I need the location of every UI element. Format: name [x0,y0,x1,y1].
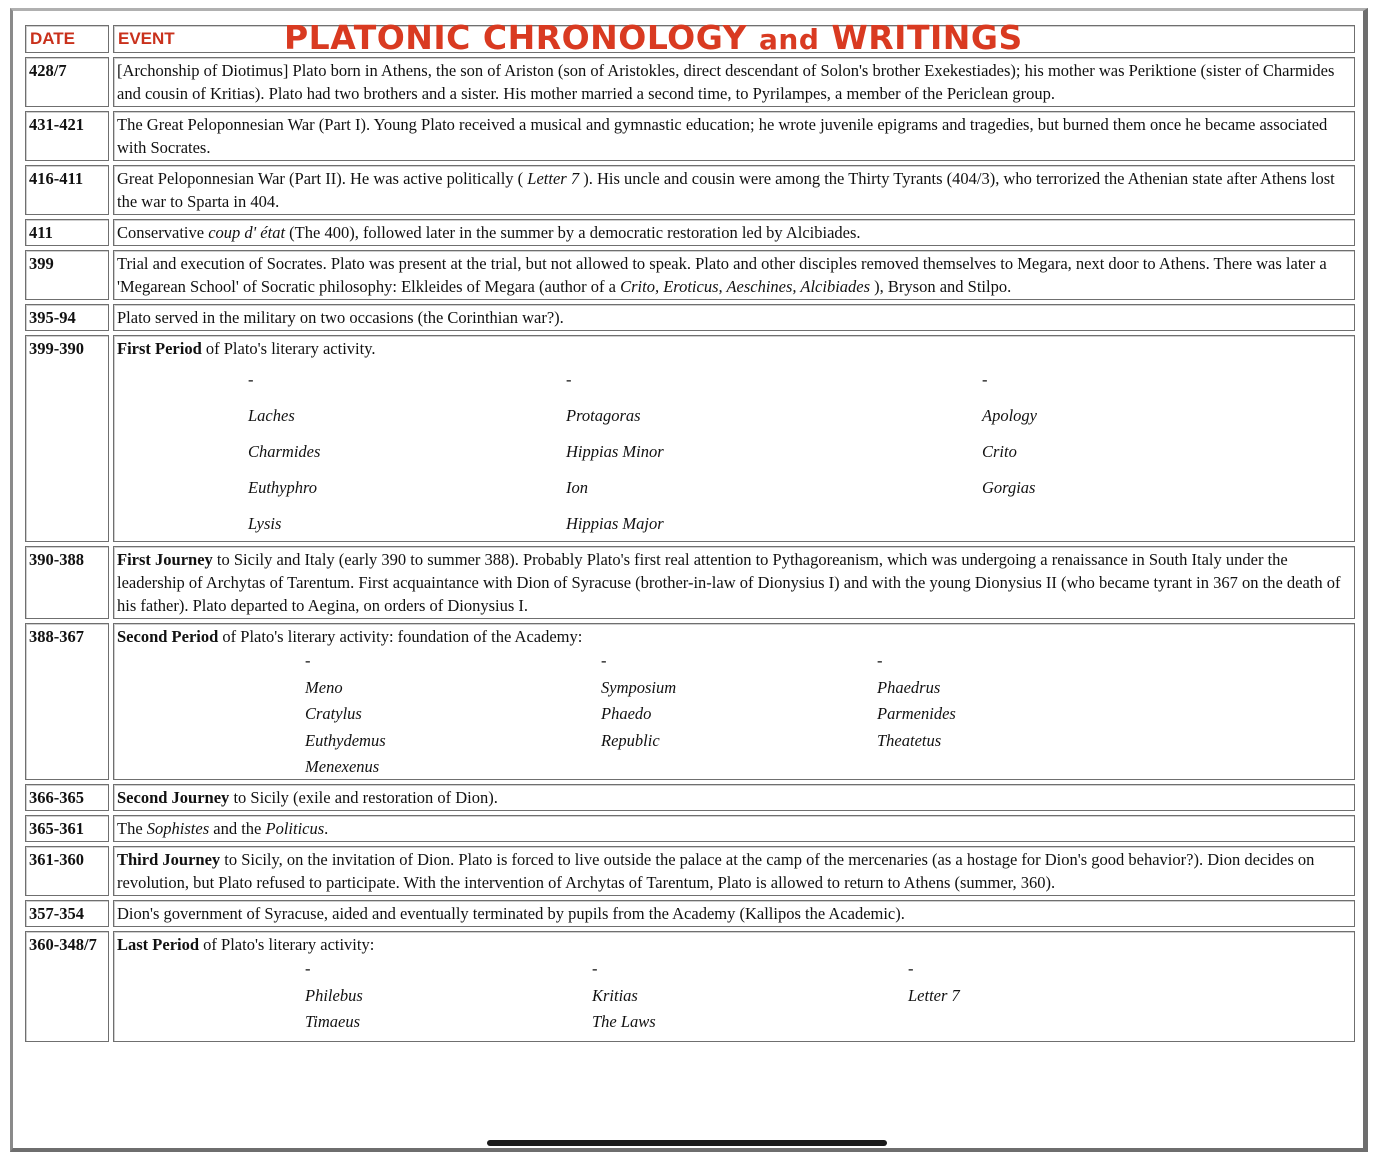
work-title: Phaedo [601,704,652,723]
row-date: 365-361 [25,815,109,842]
works-list [117,956,1351,1040]
row-date: 357-354 [25,900,109,927]
works-column: - Letter 7 [908,956,960,1009]
row-date: 366-365 [25,784,109,811]
work-title: Charmides [248,442,321,461]
row-event: Dion's government of Syracuse, aided and eventually terminated by pupils from the Academy (Kallipos the Academic). [113,900,1355,927]
work-title: Letter 7 [908,985,960,1005]
works-column: - Philebus Timaeus [305,956,363,1036]
row-event: Trial and execution of Socrates. Plato was present at the trial, but not allowed to speak. Plato and other disciples removed themselves to Megara, next door to Athens. There was later a 'Megarean School' of Socratic philosophy: Elkleides of Megara (author of a Crito, Eroticus, Aeschines, Alcibiades ), Bryson and Stilpo. [113,250,1355,300]
work-title: Cratylus [305,704,362,723]
row-event: Conservative coup d' état (The 400), followed later in the summer by a democratic restoration led by Alcibiades. [113,219,1355,246]
table-row [25,623,1355,780]
page-title: PLATONIC CHRONOLOGY and WRITINGS [284,18,1023,57]
works-column: - Meno Cratylus Euthydemus Menexenus [305,648,386,781]
work-title: Menexenus [305,757,380,776]
work-title: Kritias [592,985,638,1005]
work-title: Republic [601,730,660,750]
works-list [117,648,1351,778]
row-event: Plato served in the military on two occasions (the Corinthian war?). [113,304,1355,331]
work-title: The Laws [592,1012,656,1031]
work-title: Theatetus [877,730,942,750]
table-row [25,815,1355,842]
work-title: Philebus [305,985,363,1005]
row-event: [Archonship of Diotimus] Plato born in Athens, the son of Ariston (son of Aristokles, direct descendant of Solon's brother Exekestiades); his mother was Periktione (sister of Charmides and cousin of Kritias). Plato had two brothers and a sister. His mother married a second time, to Pyrilampes, a member of the Periclean group. [113,57,1355,107]
row-date: 416-411 [25,165,109,215]
work-title: Euthydemus [305,730,386,750]
works-column: - Phaedrus Parmenides Theatetus [877,648,956,754]
table-row [25,57,1355,107]
row-date: 411 [25,219,109,246]
table-row [25,219,1355,246]
table-row [25,846,1355,896]
table-row [25,335,1355,542]
work-title: Ion [566,478,588,497]
row-event: First Period of Plato's literary activity. - Laches Charmides Euthyphro Lysis - Protagoras Hippias Minor Ion Hippias Major - Apology Crito Gorgias [113,335,1355,542]
work-title: Lysis [248,514,282,533]
work-title: Euthyphro [248,478,318,497]
row-date: 431-421 [25,111,109,161]
work-title: Meno [305,677,343,697]
work-title: Parmenides [877,704,956,723]
header-row [25,25,1355,53]
work-title: Timaeus [305,1012,361,1031]
row-event: First Journey to Sicily and Italy (early 390 to summer 388). Probably Plato's first real attention to Pythagoreanism, which was undergoing a renaissance in South Italy under the leadership of Archytas of Tarentum. First acquaintance with Dion of Syracuse (brother-in-law of Dionysius I) and with the young Dionysius II (who became tyrant in 367 on the death of his father). Plato departed to Aegina, on orders of Dionysius I. [113,546,1355,619]
row-event: Last Period of Plato's literary activity: - Philebus Timaeus - Kritias The Laws - Letter 7 [113,931,1355,1042]
table-row [25,784,1355,811]
work-title: Protagoras [566,406,641,425]
work-title: Gorgias [982,478,1036,497]
table-row [25,250,1355,300]
works-column: - Symposium Phaedo Republic [601,648,676,754]
row-date: 428/7 [25,57,109,107]
event-header-label: EVENT [118,29,175,48]
row-date: 361-360 [25,846,109,896]
event-header [113,18,1355,57]
table-row [25,931,1355,1042]
table-row [25,165,1355,215]
table-row [25,304,1355,331]
works-column: - Apology Crito Gorgias [982,362,1037,506]
row-date: 399 [25,250,109,300]
row-event: Third Journey to Sicily, on the invitation of Dion. Plato is forced to live outside the palace at the camp of the mercenaries (as a hostage for Dion's good behavior?). Dion decides on revolution, but Plato refused to participate. With the intervention of Archytas of Tarentum, Plato is allowed to return to Athens (summer, 360). [113,846,1355,896]
row-date: 388-367 [25,623,109,780]
table-row [25,546,1355,619]
work-title: Symposium [601,677,677,697]
work-title: Phaedrus [877,677,941,697]
chronology-frame [10,8,1368,1152]
works-list [117,362,1351,540]
row-event: Second Period of Plato's literary activity: foundation of the Academy: - Meno Cratylus Euthydemus Menexenus - Symposium Phaedo Republic - Phaedrus Parmenides Theatetus [113,623,1355,780]
work-title: Hippias Major [566,514,664,533]
works-column: - Laches Charmides Euthyphro Lysis [248,362,320,542]
row-date: 399-390 [25,335,109,542]
row-event: The Sophistes and the Politicus. [113,815,1355,842]
row-event: Second Journey to Sicily (exile and restoration of Dion). [113,784,1355,811]
date-header: DATE [25,25,109,53]
works-column: - Protagoras Hippias Minor Ion Hippias Major [566,362,664,542]
row-date: 395-94 [25,304,109,331]
work-title: Hippias Minor [566,442,664,461]
work-title: Crito [982,442,1017,461]
table-row [25,111,1355,161]
horizontal-scrollbar[interactable] [487,1140,887,1146]
row-event: The Great Peloponnesian War (Part I). Young Plato received a musical and gymnastic education; he wrote juvenile epigrams and tragedies, but burned them once he became associated with Socrates. [113,111,1355,161]
row-event: Great Peloponnesian War (Part II). He was active politically ( Letter 7 ). His uncle and cousin were among the Thirty Tyrants (404/3), who terrorized the Athenian state after Athens lost the war to Sparta in 404. [113,165,1355,215]
works-column: - Kritias The Laws [592,956,656,1036]
work-title: Apology [982,406,1037,425]
row-date: 360-348/7 [25,931,109,1042]
work-title: Laches [248,406,295,425]
row-date: 390-388 [25,546,109,619]
table-row [25,900,1355,927]
chronology-table [21,18,1359,1046]
